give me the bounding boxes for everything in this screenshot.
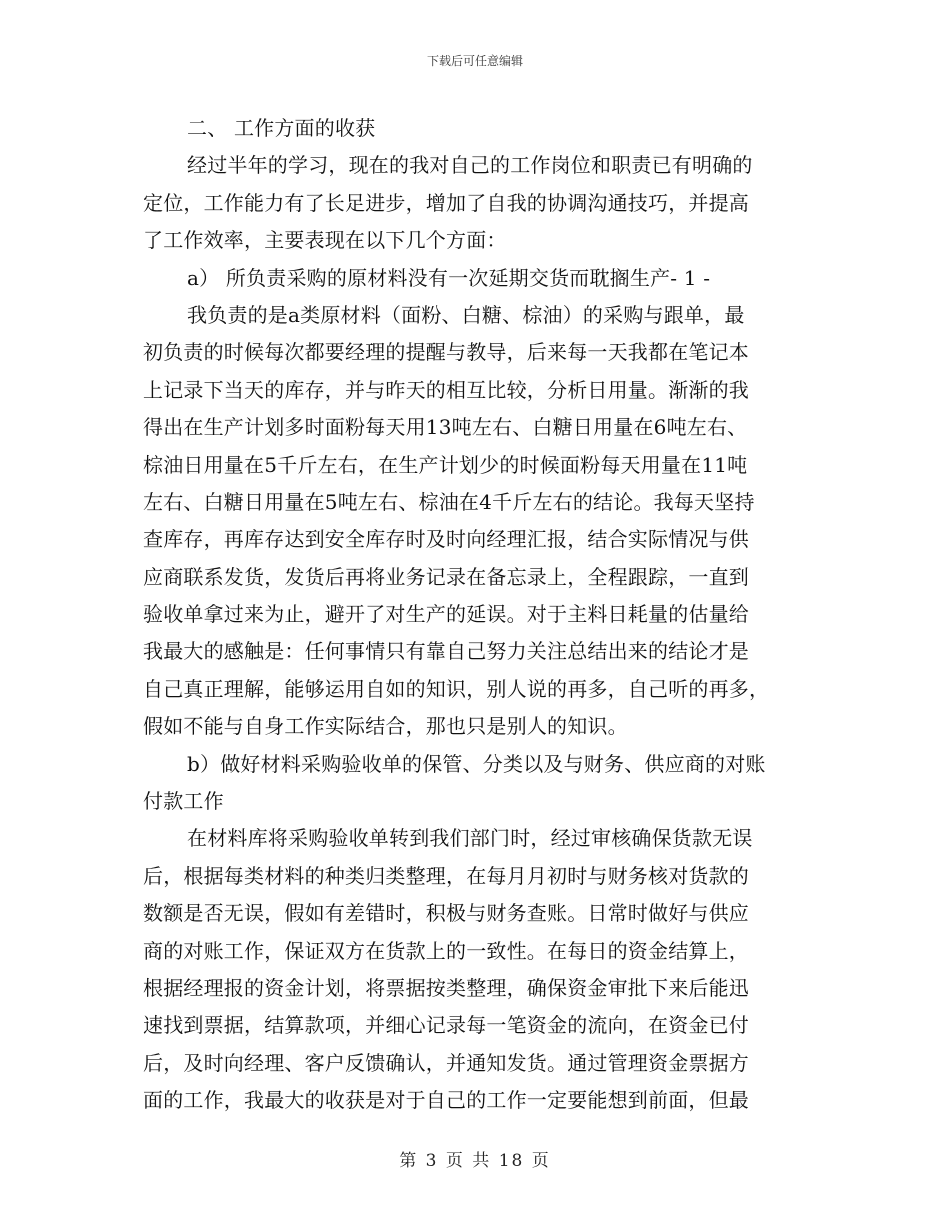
paragraph-line: 根据经理报的资金计划，将票据按类整理，确保资金审批下来后能迅 [143, 975, 749, 1000]
paragraph-line: 左右、白糖日用量在5吨左右、棕油在4千斤左右的结论。我每天坚持 [143, 489, 755, 514]
paragraph-line: 定位，工作能力有了长足进步，增加了自我的协调沟通技巧，并提高 [143, 190, 749, 215]
paragraph-line: 面的工作，我最大的收获是对于自己的工作一定要能想到前面，但最 [143, 1088, 749, 1113]
page-number-footer: 第 3 页 共 18 页 [399, 1151, 551, 1171]
paragraph-line: 商的对账工作，保证双方在货款上的一致性。在每日的资金结算上， [143, 938, 749, 963]
paragraph-line: 初负责的时候每次都要经理的提醒与教导，后来每一天我都在笔记本 [143, 340, 749, 365]
section-heading: 二、 工作方面的收获 [187, 116, 376, 140]
paragraph-line: 查库存，再库存达到安全库存时及时向经理汇报，结合实际情况与供 [143, 527, 749, 552]
paragraph-line: 数额是否无误，假如有差错时，积极与财务查账。日常时做好与供应 [143, 901, 749, 926]
paragraph-line: 后，及时向经理、客户反馈确认，并通知发货。通过管理资金票据方 [143, 1050, 749, 1075]
paragraph-line: 了工作效率，主要表现在以下几个方面： [143, 228, 507, 253]
paragraph-line: 棕油日用量在5千斤左右，在生产计划少的时候面粉每天用量在11吨 [143, 452, 748, 477]
paragraph-line: 速找到票据，结算款项，并细心记录每一笔资金的流向，在资金已付 [143, 1013, 749, 1038]
document-body [143, 110, 807, 1120]
subheading-b-continued: 付款工作 [143, 789, 224, 814]
paragraph-line: 经过半年的学习，现在的我对自己的工作岗位和职责已有明确的 [187, 153, 753, 178]
paragraph-line: 我负责的是a类原材料（面粉、白糖、棕油）的采购与跟单，最 [187, 302, 745, 327]
paragraph-line: 应商联系发货，发货后再将业务记录在备忘录上，全程跟踪，一直到 [143, 564, 749, 589]
paragraph-line: 后，根据每类材料的种类归类整理，在每月月初时与财务核对货款的 [143, 863, 749, 888]
paragraph-line: 得出在生产计划多时面粉每天用13吨左右、白糖日用量在6吨左右、 [143, 415, 748, 440]
paragraph-line: 自己真正理解，能够运用自如的知识，别人说的再多，自己听的再多， [143, 676, 770, 701]
paragraph-line: 我最大的感触是：任何事情只有靠自己努力关注总结出来的结论才是 [143, 639, 749, 664]
header-note: 下载后可任意编辑 [426, 54, 523, 68]
subheading-a: a） 所负责采购的原材料没有一次延期交货而耽搁生产- 1 - [187, 265, 711, 290]
paragraph-line: 假如不能与自身工作实际结合，那也只是别人的知识。 [143, 714, 628, 739]
paragraph-line: 在材料库将采购验收单转到我们部门时，经过审核确保货款无误 [187, 826, 753, 851]
subheading-b: b）做好材料采购验收单的保管、分类以及与财务、供应商的对账 [187, 751, 766, 776]
paragraph-line: 验收单拿过来为止，避开了对生产的延误。对于主料日耗量的估量给 [143, 602, 749, 627]
paragraph-line: 上记录下当天的库存，并与昨天的相互比较，分析日用量。渐渐的我 [143, 377, 749, 402]
